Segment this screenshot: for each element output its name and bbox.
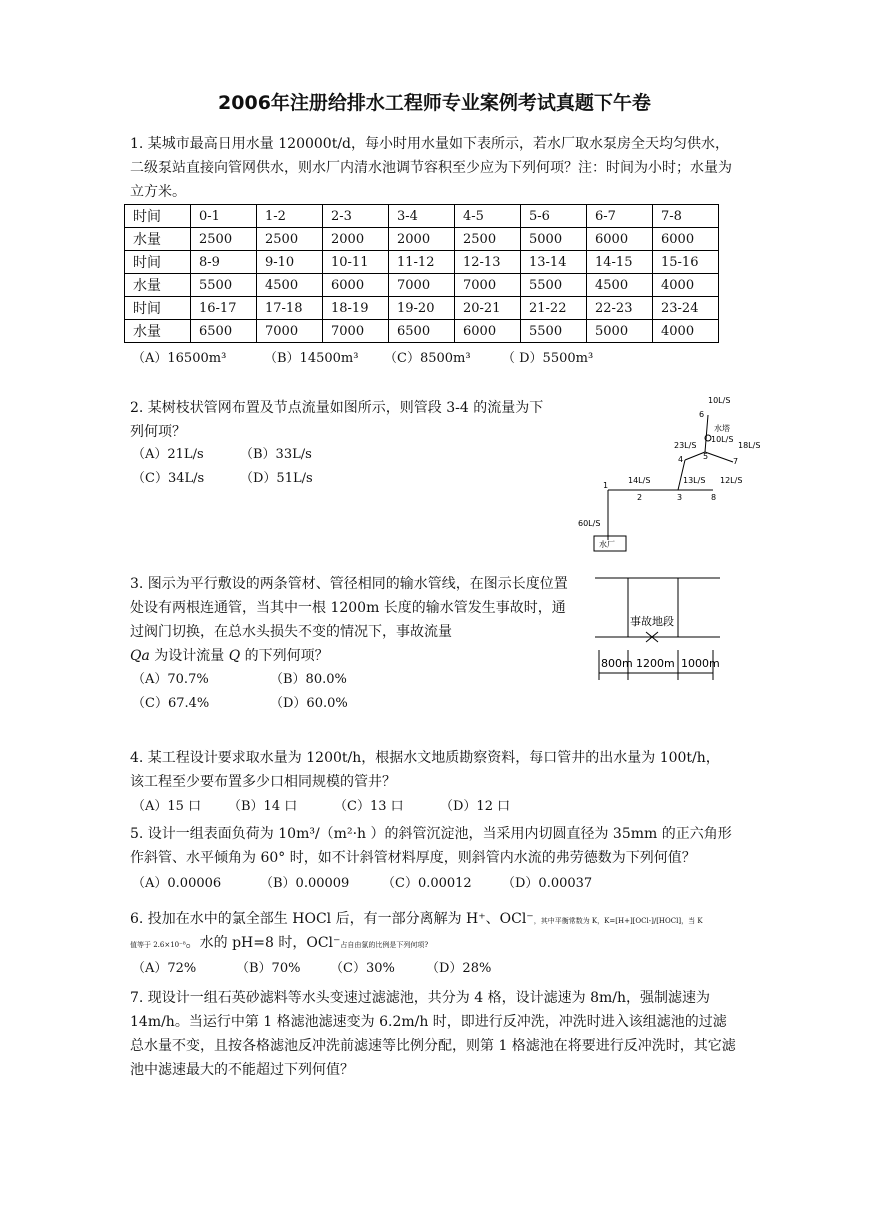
q3-option-c: （C）67.4% xyxy=(132,696,210,711)
q4-option-d: （D）12 口 xyxy=(440,799,511,814)
q3-stem-text-2: 为设计流量 xyxy=(149,648,229,664)
table-cell: 14-15 xyxy=(587,251,653,274)
q5-stem: 5. 设计一组表面负荷为 10m³/（m²·h ）的斜管沉淀池，当采用内切圆直径为 35mm 的正六角形作斜管、水平倾角为 60° 时，如不计斜管材料厚度，则斜管内水流的弗劳德数为下列何值？ xyxy=(130,826,732,866)
q2-pipe-network-diagram xyxy=(570,390,770,555)
table-row xyxy=(125,251,719,274)
table-cell: 5000 xyxy=(587,320,653,343)
fig-node-5: 5 xyxy=(703,452,709,461)
fig-flow-2: 14L/S xyxy=(628,476,651,485)
fig-node-3: 3 xyxy=(677,493,683,502)
table-cell: 8-9 xyxy=(191,251,257,274)
q6-stem-small-note-2: 值等于 2.6×10⁻⁸ xyxy=(130,941,186,949)
fig-plant-label: 水厂 xyxy=(599,540,615,549)
table-cell: 1-2 xyxy=(257,205,323,228)
table-cell: 6000 xyxy=(587,228,653,251)
table-row xyxy=(125,297,719,320)
q6-stem-small-note: ，其中平衡常数为 K，K=[H+][OCl-]/[HOCl]，当 K xyxy=(533,917,703,925)
q6-stem xyxy=(130,908,750,956)
fig-length-1: 800m xyxy=(601,657,633,670)
table-cell: 2-3 xyxy=(323,205,389,228)
fig-tower-label: 水塔 xyxy=(714,424,730,433)
q6-stem-text-b: 。水的 pH=8 时，OCl⁻ xyxy=(185,935,341,951)
table-cell: 17-18 xyxy=(257,297,323,320)
q6-stem-small-note-3: 占自由氯的比例是下列何项? xyxy=(340,941,429,949)
q6-option-a: （A）72% xyxy=(132,961,197,976)
table-cell: 2000 xyxy=(323,228,389,251)
fig-flow-4: 23L/S xyxy=(674,441,697,450)
q2-option-c: （C）34L/s xyxy=(132,471,205,486)
table-row-header: 水量 xyxy=(125,320,191,343)
table-cell: 5500 xyxy=(521,320,587,343)
table-cell: 3-4 xyxy=(389,205,455,228)
table-row-header: 水量 xyxy=(125,274,191,297)
fig-node-4: 4 xyxy=(678,455,684,464)
table-cell: 23-24 xyxy=(653,297,719,320)
table-cell: 4000 xyxy=(653,274,719,297)
q3-option-a: （A）70.7% xyxy=(132,672,209,687)
table-cell: 12-13 xyxy=(455,251,521,274)
q6-option-d: （D）28% xyxy=(426,961,492,976)
q1-option-a: （A）16500m³ xyxy=(132,351,227,366)
q3-stem-text-1: 3. 图示为平行敷设的两条管材、管径相同的输水管线，在图示长度位置处设有两根连通管，当其中一根 1200m 长度的输水管发生事故时，通过阀门切换，在总水头损失不变的情况下，事故流量 xyxy=(130,576,568,640)
table-cell: 7-8 xyxy=(653,205,719,228)
table-cell: 16-17 xyxy=(191,297,257,320)
q4-stem: 4. 某工程设计要求取水量为 1200t/h，根据水文地质勘察资料，每口管井的出水量为 100t/h，该工程至少要布置多少口相同规模的管井？ xyxy=(130,750,720,790)
fig-flow-8: 12L/S xyxy=(720,476,743,485)
table-row xyxy=(125,274,719,297)
fig-flow-6: 10L/S xyxy=(708,396,731,405)
fig-flow-5: 10L/S xyxy=(711,435,734,444)
q5-option-c: （C）0.00012 xyxy=(382,876,472,891)
table-cell: 6000 xyxy=(455,320,521,343)
table-cell: 19-20 xyxy=(389,297,455,320)
table-row-header: 时间 xyxy=(125,251,191,274)
table-row-header: 时间 xyxy=(125,297,191,320)
q1-option-b: （B）14500m³ xyxy=(264,351,359,366)
q3-symbol-qa: Qa xyxy=(130,648,150,664)
q3-option-d: （D）60.0% xyxy=(270,696,348,711)
table-cell: 4-5 xyxy=(455,205,521,228)
table-cell: 4500 xyxy=(587,274,653,297)
q2-option-a: （A）21L/s xyxy=(132,447,204,462)
table-row xyxy=(125,228,719,251)
q3-parallel-pipes-diagram xyxy=(595,575,725,685)
fig-length-2: 1200m xyxy=(636,657,675,670)
fig-flow-1: 60L/S xyxy=(578,519,601,528)
table-cell: 6500 xyxy=(191,320,257,343)
table-cell: 7000 xyxy=(323,320,389,343)
table-cell: 2500 xyxy=(191,228,257,251)
fig-node-1: 1 xyxy=(603,481,609,490)
table-cell: 2000 xyxy=(389,228,455,251)
fig-node-7: 7 xyxy=(733,457,739,466)
q3-stem xyxy=(130,572,570,668)
q4-option-b: （B）14 口 xyxy=(228,799,298,814)
q3-stem-text-3: 的下列何项？ xyxy=(240,648,329,664)
table-cell: 20-21 xyxy=(455,297,521,320)
table-row-header: 水量 xyxy=(125,228,191,251)
table-cell: 4000 xyxy=(653,320,719,343)
table-cell: 7000 xyxy=(257,320,323,343)
q5-option-b: （B）0.00009 xyxy=(260,876,350,891)
q7-stem: 7. 现设计一组石英砂滤料等水头变速过滤滤池，共分为 4 格，设计滤速为 8m/h，强制滤速为 14m/h。当运行中第 1 格滤池滤速变为 6.2m/h 时，即进行反冲洗，冲洗时进入该组滤池的过滤总水量不变，且按各格滤池反冲洗前滤速等比例分配，则第 1 格滤池在将要进行反冲洗时，其它滤池中滤速最大的不能超过下列何值？ xyxy=(130,990,736,1078)
q4-option-c: （C）13 口 xyxy=(334,799,404,814)
table-cell: 0-1 xyxy=(191,205,257,228)
fig-node-2: 2 xyxy=(637,493,643,502)
page-title: 2006年注册给排水工程师专业案例考试真题下午卷 xyxy=(218,92,651,114)
q1-option-d: （ D）5500m³ xyxy=(502,351,594,366)
fig-node-6: 6 xyxy=(699,410,705,419)
table-cell: 21-22 xyxy=(521,297,587,320)
table-row xyxy=(125,205,719,228)
table-cell: 10-11 xyxy=(323,251,389,274)
table-cell: 22-23 xyxy=(587,297,653,320)
q6-option-b: （B）70% xyxy=(236,961,301,976)
table-cell: 6000 xyxy=(323,274,389,297)
table-cell: 2500 xyxy=(455,228,521,251)
q2-option-d: （D）51L/s xyxy=(240,471,313,486)
table-row xyxy=(125,320,719,343)
table-cell: 2500 xyxy=(257,228,323,251)
fig-length-3: 1000m xyxy=(681,657,720,670)
table-cell: 7000 xyxy=(389,274,455,297)
q2-option-b: （B）33L/s xyxy=(240,447,312,462)
q3-option-b: （B）80.0% xyxy=(270,672,347,687)
table-cell: 5500 xyxy=(191,274,257,297)
table-cell: 18-19 xyxy=(323,297,389,320)
table-cell: 7000 xyxy=(455,274,521,297)
q5-option-a: （A）0.00006 xyxy=(132,876,222,891)
table-cell: 15-16 xyxy=(653,251,719,274)
q5-option-d: （D）0.00037 xyxy=(502,876,593,891)
q2-stem: 2. 某树枝状管网布置及节点流量如图所示，则管段 3-4 的流量为下列何项？ xyxy=(130,400,544,440)
fig-node-8: 8 xyxy=(711,493,717,502)
q1-option-c: （C）8500m³ xyxy=(384,351,471,366)
table-cell: 13-14 xyxy=(521,251,587,274)
q1-stem: 1. 某城市最高日用水量 120000t/d，每小时用水量如下表所示，若水厂取水泵房全天均匀供水，二级泵站直接向管网供水，则水厂内清水池调节容积至少应为下列何项？注：时间为小时；水量为立方米。 xyxy=(130,136,732,200)
q4-option-a: （A）15 口 xyxy=(132,799,202,814)
q6-stem-text-a: 6. 投加在水中的氯全部生 HOCl 后，有一部分离解为 H⁺、OCl⁻ xyxy=(130,911,534,927)
table-row-header: 时间 xyxy=(125,205,191,228)
table-cell: 4500 xyxy=(257,274,323,297)
q3-symbol-q: Q xyxy=(228,648,241,664)
fig-accident-label: 事故地段 xyxy=(630,615,674,628)
fig-flow-7: 18L/S xyxy=(738,441,761,450)
table-cell: 5000 xyxy=(521,228,587,251)
table-cell: 5500 xyxy=(521,274,587,297)
q6-option-c: （C）30% xyxy=(330,961,395,976)
table-cell: 6500 xyxy=(389,320,455,343)
table-cell: 6000 xyxy=(653,228,719,251)
fig-flow-3: 13L/S xyxy=(683,476,706,485)
table-cell: 9-10 xyxy=(257,251,323,274)
table-cell: 5-6 xyxy=(521,205,587,228)
table-cell: 11-12 xyxy=(389,251,455,274)
table-cell: 6-7 xyxy=(587,205,653,228)
q1-table xyxy=(124,204,719,343)
